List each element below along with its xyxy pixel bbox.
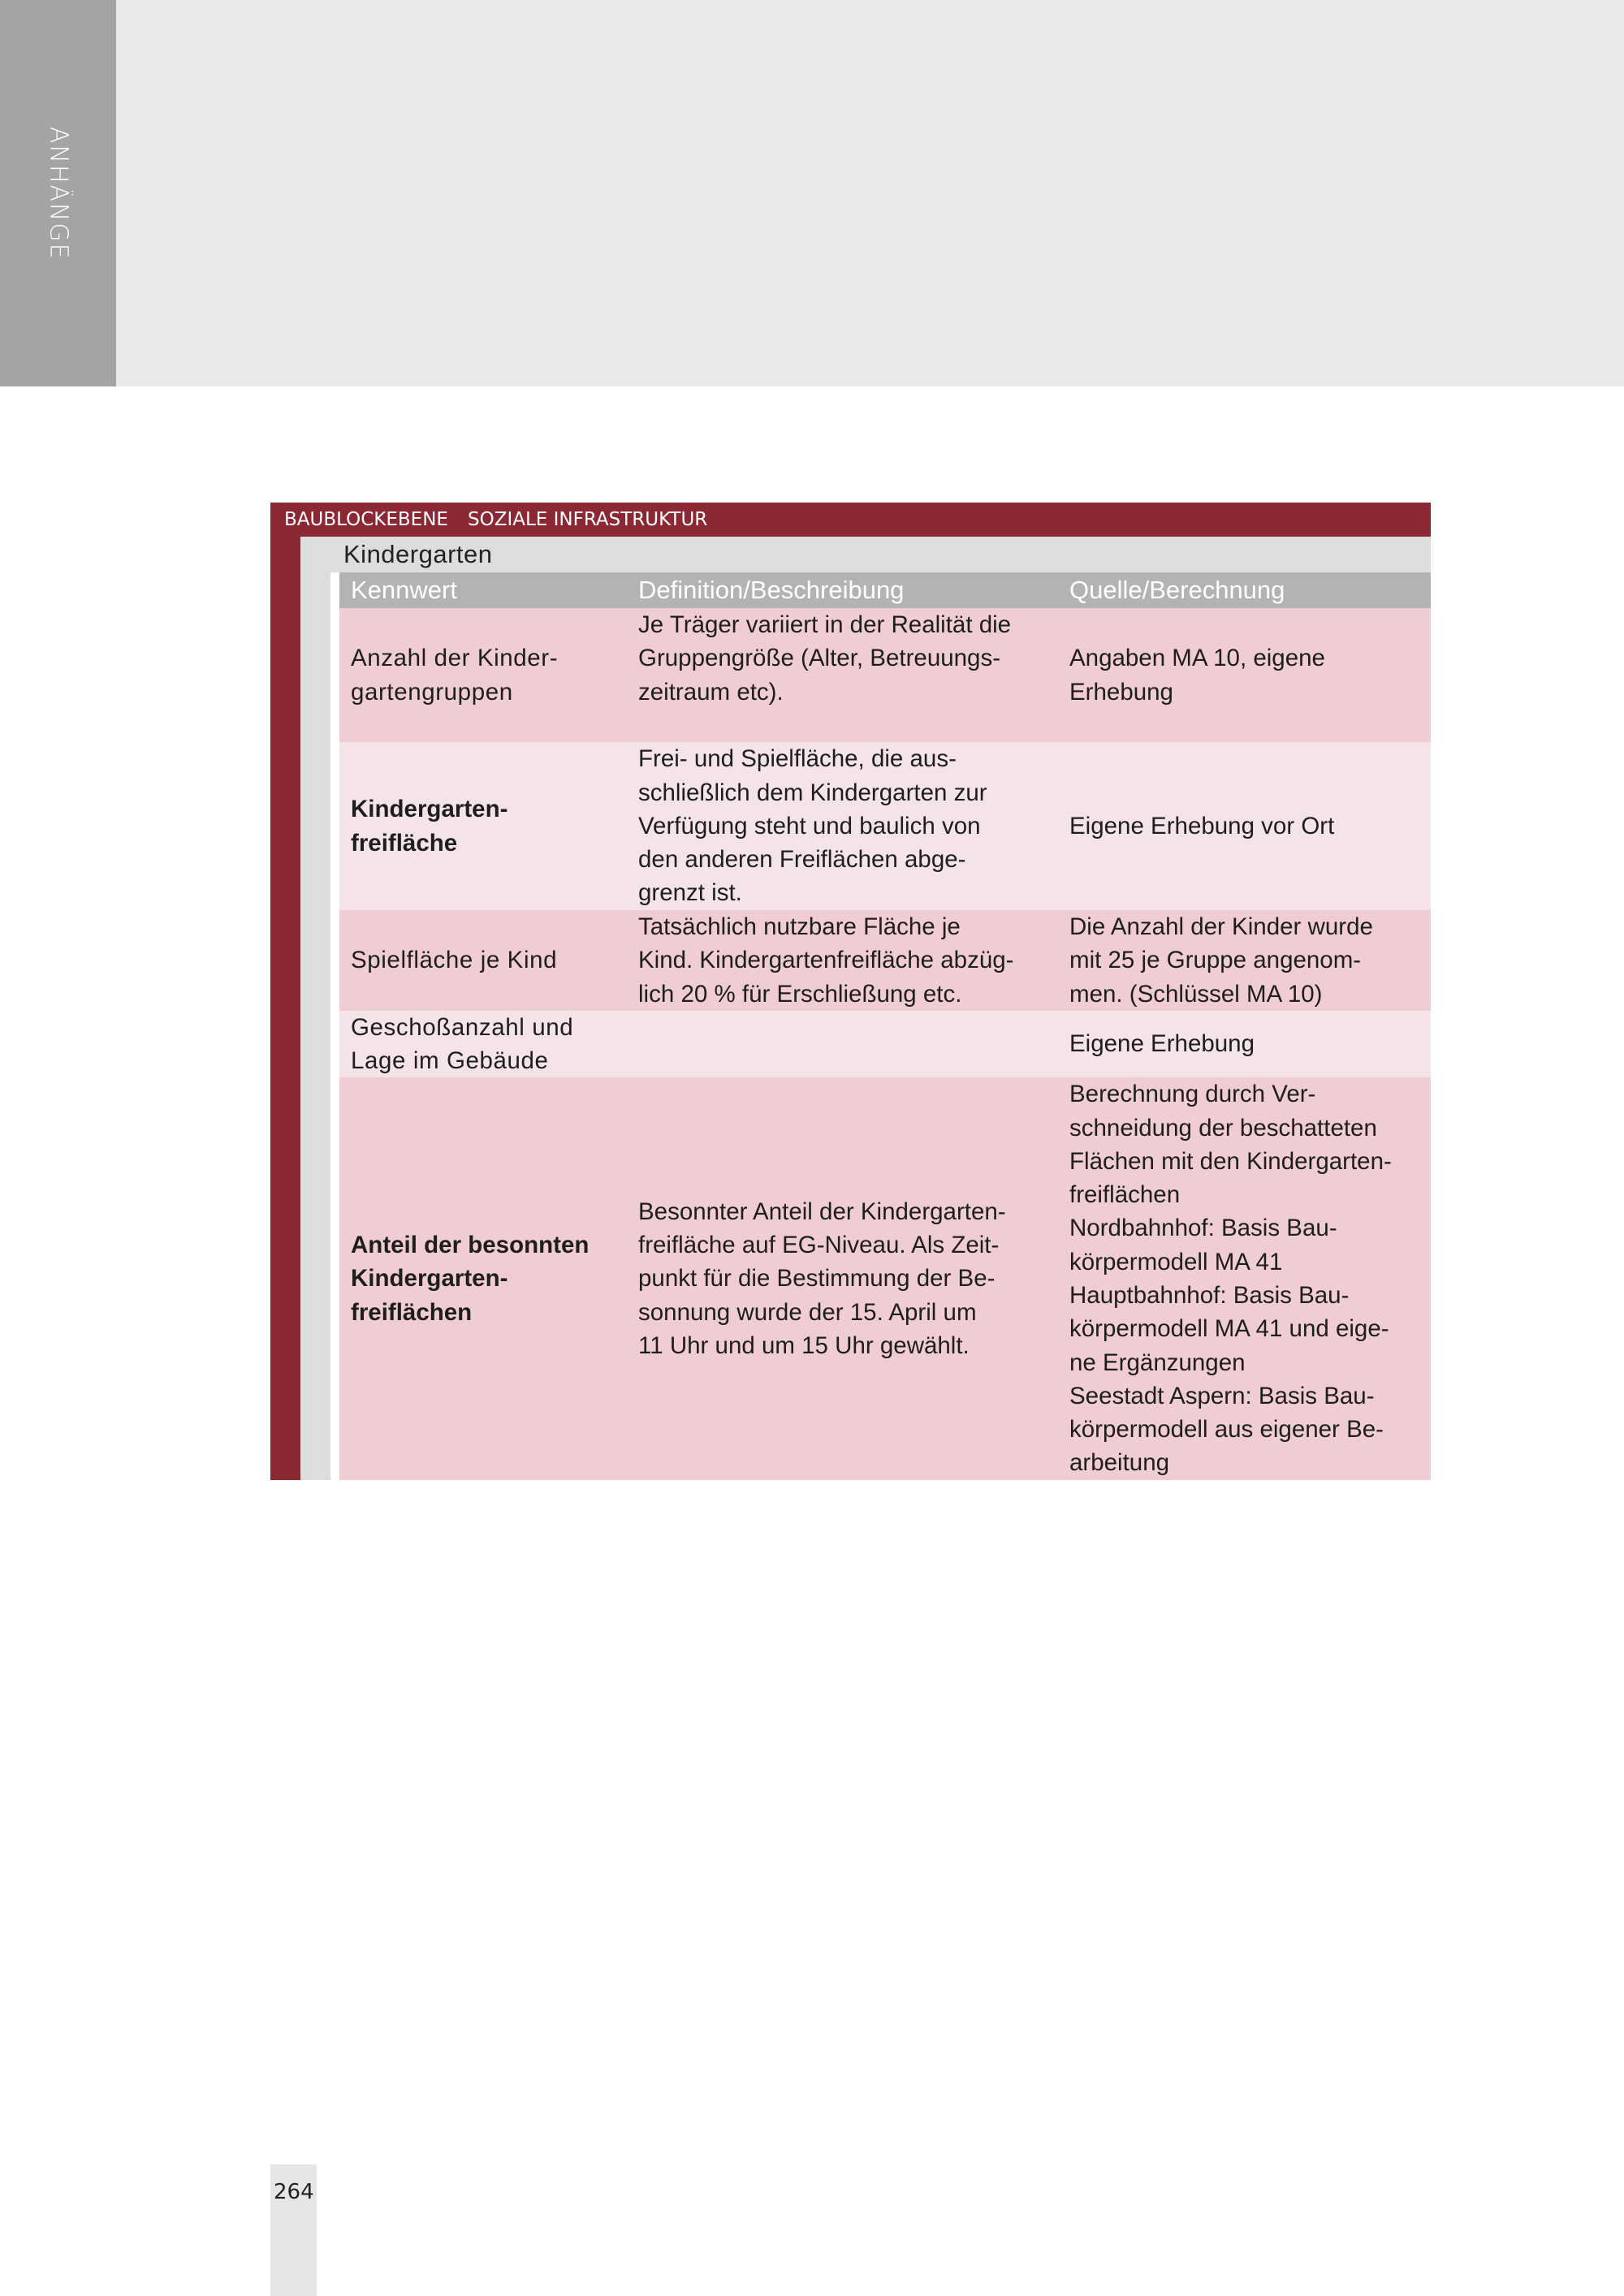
- table-row: [339, 910, 1431, 1011]
- table-row: [339, 1077, 1431, 1480]
- cell-kennwert: Spielfläche je Kind: [351, 947, 558, 974]
- table-row: [339, 608, 1431, 742]
- column-header-kennwert: Kennwert: [351, 576, 457, 604]
- column-header-definition: Definition/Beschreibung: [638, 576, 905, 604]
- table-row: [339, 742, 1431, 910]
- indicator-table: [270, 503, 1431, 1480]
- cell-kennwert: Anzahl der Kinder- gartengruppen: [351, 645, 559, 706]
- cell-quelle: Die Anzahl der Kinder wurde mit 25 je Gruppe angenom- men. (Schlüssel MA 10): [1069, 913, 1373, 1008]
- cell-definition: Besonnter Anteil der Kindergarten- freifläche auf EG-Niveau. Als Zeit- punkt für die Bestimmung der Be- sonnung wurde der 15. April um 11 Uhr und um 15 Uhr gewählt.: [638, 1198, 1006, 1359]
- breadcrumb: [270, 503, 1431, 537]
- cell-quelle: Eigene Erhebung: [1069, 1030, 1255, 1058]
- cell-definition: Je Träger variiert in der Realität die Gruppengröße (Alter, Betreuungs- zeitraum etc).: [638, 611, 1012, 706]
- section-header: [300, 537, 1431, 572]
- cell-quelle: Angaben MA 10, eigene Erhebung: [1069, 645, 1325, 706]
- header-band: [0, 0, 1624, 386]
- cell-kennwert: Anteil der besonnten Kindergarten- freiflächen: [351, 1232, 590, 1326]
- column-header-quelle: Quelle/Berechnung: [1069, 576, 1285, 604]
- chapter-tab-label: ANHÄNGE: [44, 127, 73, 261]
- cell-definition: [638, 1011, 1048, 1077]
- table-row: [339, 1011, 1431, 1077]
- cell-quelle: Eigene Erhebung vor Ort: [1069, 812, 1335, 839]
- cell-kennwert: Geschoßanzahl und Lage im Gebäude: [351, 1013, 574, 1074]
- section-indent-bar: [300, 572, 330, 1480]
- accent-bar: [270, 537, 300, 1480]
- page-number: 264: [274, 2180, 314, 2204]
- cell-definition: Frei- und Spielfläche, die aus- schließlich dem Kindergarten zur Verfügung steht und baulich von den anderen Freiflächen abge- grenzt ist.: [638, 745, 987, 907]
- table-header: [339, 572, 1431, 608]
- cell-quelle: Berechnung durch Ver- schneidung der beschatteten Flächen mit den Kindergarten- freiflächen Nordbahnhof: Basis Bau- körpermodell MA 41 Hauptbahnhof: Basis Bau- körpermodell MA 41 und eige- ne Ergänzungen Seestadt Aspern: Basis Bau- körpermodell aus eigener Be- arbeitung: [1069, 1081, 1392, 1477]
- section-title: Kindergarten: [343, 540, 493, 568]
- breadcrumb-topic: SOZIALE INFRASTRUKTUR: [468, 509, 708, 530]
- breadcrumb-level: BAUBLOCKEBENE: [284, 509, 448, 530]
- cell-definition: Tatsächlich nutzbare Fläche je Kind. Kindergartenfreifläche abzüg- lich 20 % für Erschließung etc.: [638, 913, 1014, 1008]
- chapter-tab: [0, 0, 116, 386]
- cell-kennwert: Kindergarten- freifläche: [351, 796, 508, 857]
